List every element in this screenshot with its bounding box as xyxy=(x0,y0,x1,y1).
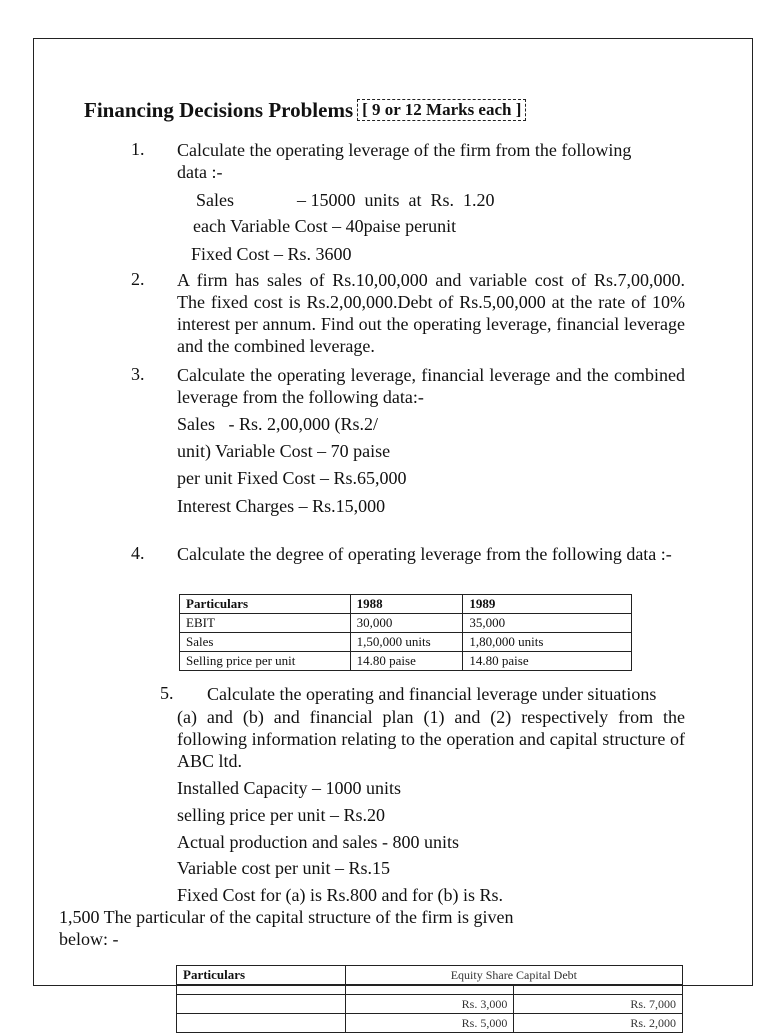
title-text: Financing Decisions Problems xyxy=(84,98,354,122)
q1-line4: each Variable Cost – 40paise perunit xyxy=(193,216,457,236)
table-cell: 35,000 xyxy=(463,614,632,633)
table-cell: Rs. 3,000 xyxy=(345,995,514,1014)
table-row xyxy=(180,614,632,633)
q2-text: A firm has sales of Rs.10,00,000 and variable cost of Rs.7,00,000. The fixed cost is Rs.2,00,000.Debt of Rs.5,00,000 at the rate of 10% interest per annum. Find out the operating leverage, financial leverage and the combined leverage. xyxy=(177,270,685,356)
table-cell: 1,80,000 units xyxy=(463,633,632,652)
q3-line1: Sales - Rs. 2,00,000 (Rs.2/ xyxy=(177,414,379,434)
q5-selling-price: selling price per unit – Rs.20 xyxy=(177,805,385,825)
capital-structure-table xyxy=(176,965,683,1033)
q3-number: 3. xyxy=(131,364,145,384)
table-row xyxy=(177,1014,683,1033)
table-header-row xyxy=(177,966,683,985)
q1-sales-value: – 15000 units at Rs. 1.20 xyxy=(297,190,495,210)
table-cell: Selling price per unit xyxy=(180,652,351,671)
q1-sales-label: Sales xyxy=(196,190,234,210)
q3-text: Calculate the operating leverage, financial leverage and the combined leverage from the following data:- xyxy=(177,365,685,407)
q4-text: Calculate the degree of operating leverage from the following data :- xyxy=(177,544,672,564)
table-header: 1988 xyxy=(350,595,463,614)
q3-line3: per unit Fixed Cost – Rs.65,000 xyxy=(177,468,407,488)
q5-paragraph: (a) and (b) and financial plan (1) and (2) respectively from the following information relating to the operation and capital structure of ABC ltd. xyxy=(177,707,685,771)
table-header: 1989 xyxy=(463,595,632,614)
q5-installed-capacity: Installed Capacity – 1000 units xyxy=(177,778,401,798)
q3-line2: unit) Variable Cost – 70 paise xyxy=(177,441,391,461)
marks-badge: [ 9 or 12 Marks each ] xyxy=(357,99,526,121)
q5-number: 5. xyxy=(160,683,174,703)
table-row xyxy=(180,652,632,671)
table-header-row xyxy=(180,595,632,614)
table-row xyxy=(180,633,632,652)
table-cell: 14.80 paise xyxy=(463,652,632,671)
table-cell: EBIT xyxy=(180,614,351,633)
table-cell: 1,50,000 units xyxy=(350,633,463,652)
table-header: Particulars xyxy=(177,966,346,985)
table-cell: Rs. 5,000 xyxy=(345,1014,514,1033)
q5-capital-structure-intro: 1,500 The particular of the capital structure of the firm is given xyxy=(59,907,514,927)
q2-number: 2. xyxy=(131,269,145,289)
q5-fixed-cost: Fixed Cost for (a) is Rs.800 and for (b) is Rs. xyxy=(177,885,503,905)
table-cell: Rs. 7,000 xyxy=(514,995,683,1014)
table-cell: 14.80 paise xyxy=(350,652,463,671)
q1-line2: data :- xyxy=(177,162,223,182)
table-header: Equity Share Capital Debt xyxy=(345,966,682,985)
q5-line1: Calculate the operating and financial leverage under situations xyxy=(207,684,657,704)
table-cell xyxy=(177,1014,346,1033)
q5-production: Actual production and sales - 800 units xyxy=(177,832,459,852)
table-cell: Rs. 2,000 xyxy=(514,1014,683,1033)
q4-number: 4. xyxy=(131,543,145,563)
table-cell: 30,000 xyxy=(350,614,463,633)
table-cell xyxy=(177,995,346,1014)
q3-line4: Interest Charges – Rs.15,000 xyxy=(177,496,386,516)
q5-variable-cost: Variable cost per unit – Rs.15 xyxy=(177,858,390,878)
table-row xyxy=(177,995,683,1014)
q1-line1: Calculate the operating leverage of the firm from the following xyxy=(177,140,632,160)
q1-line5: Fixed Cost – Rs. 3600 xyxy=(191,244,352,264)
leverage-data-table xyxy=(179,594,632,671)
table-header: Particulars xyxy=(180,595,351,614)
table-spacer-row xyxy=(177,985,683,995)
q5-below: below: - xyxy=(59,929,119,949)
q1-number: 1. xyxy=(131,139,145,159)
table-cell: Sales xyxy=(180,633,351,652)
page-title xyxy=(84,98,526,123)
